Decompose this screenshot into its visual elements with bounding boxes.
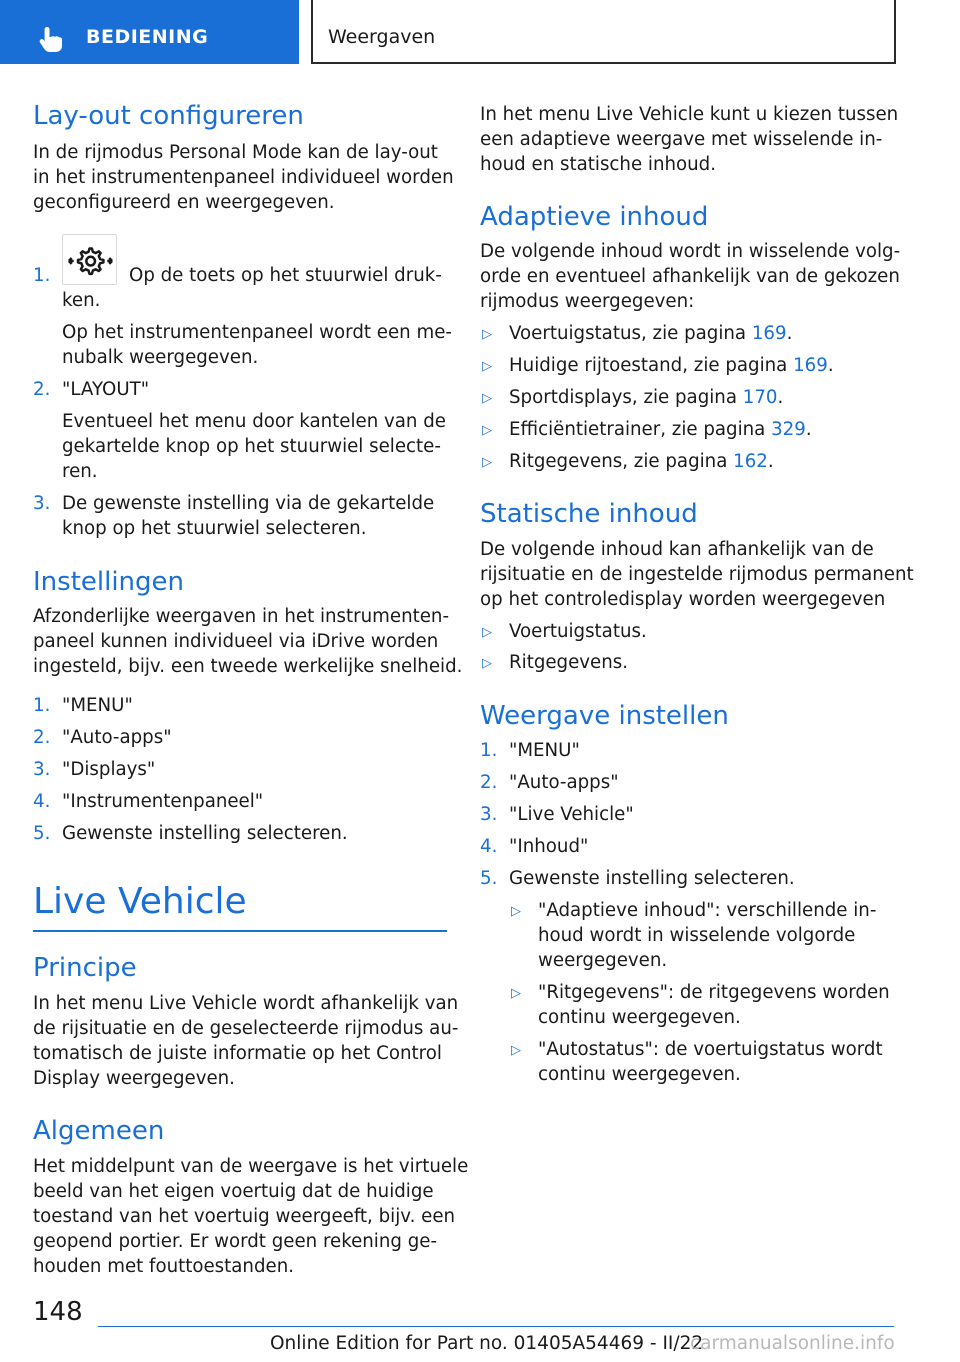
triangle-bullet-icon: ▷	[511, 986, 521, 1001]
display-step: Gewenste instelling selecteren.	[509, 868, 795, 889]
intro-text-2: een adaptieve weergave met wisselende in-	[480, 129, 883, 150]
sub-item-text: "Ritgegevens": de ritgegevens worden	[538, 982, 890, 1003]
intro-text-3: houd en statische inhoud.	[480, 154, 717, 175]
section-tab	[0, 0, 299, 64]
triangle-bullet-icon: ▷	[511, 904, 521, 919]
step-1-result: Op het instrumentenpaneel wordt een me-	[62, 322, 452, 343]
step-number: 5.	[33, 823, 51, 844]
triangle-bullet-icon: ▷	[482, 625, 492, 640]
hand-pointer-icon	[36, 24, 66, 54]
principe-text-3: tomatisch de juiste informatie op het Control	[33, 1043, 442, 1064]
step-number: 2.	[480, 772, 498, 793]
list-item: Voertuigstatus.	[509, 621, 647, 642]
section-name: BEDIENING	[86, 26, 209, 48]
step-number: 3.	[33, 493, 51, 514]
step-1-text: ken.	[62, 290, 101, 311]
step-3-text: knop op het stuurwiel selecteren.	[62, 518, 367, 539]
list-item: Voertuigstatus, zie pagina 169.	[509, 323, 793, 344]
layout-text-3: geconfigureerd en weergegeven.	[33, 192, 335, 213]
page-link[interactable]: 169	[751, 323, 787, 344]
settings-text-1: Afzonderlijke weergaven in het instrumenten-	[33, 606, 450, 627]
heading-layout: Lay-out configureren	[33, 101, 304, 131]
triangle-bullet-icon: ▷	[482, 327, 492, 342]
settings-step: "Instrumentenpaneel"	[62, 791, 264, 812]
settings-text-2: paneel kunnen individueel via iDrive worden	[33, 631, 439, 652]
intro-text-1: In het menu Live Vehicle kunt u kiezen tussen	[480, 104, 899, 125]
step-number: 3.	[480, 804, 498, 825]
adaptive-text-3: rijmodus weergegeven:	[480, 291, 695, 312]
algemeen-text-1: Het middelpunt van de weergave is het virtuele	[33, 1156, 469, 1177]
adaptive-text-1: De volgende inhoud wordt in wisselende volg-	[480, 241, 901, 262]
principe-text-1: In het menu Live Vehicle wordt afhankelijk van	[33, 993, 459, 1014]
step-1-text: Op de toets op het stuurwiel druk-	[129, 265, 442, 286]
footer-divider	[98, 1326, 894, 1327]
heading-principe: Principe	[33, 953, 137, 983]
list-item: Ritgegevens.	[509, 652, 629, 673]
list-item: Huidige rijtoestand, zie pagina 169.	[509, 355, 834, 376]
settings-button-image	[62, 234, 117, 285]
algemeen-text-2: beeld van het eigen voertuig dat de huidige	[33, 1181, 434, 1202]
layout-text-2: in het instrumentenpaneel individueel worden	[33, 167, 454, 188]
sub-item-text: weergegeven.	[538, 950, 668, 971]
heading-adaptive: Adaptieve inhoud	[480, 202, 709, 232]
sub-item-text: continu weergegeven.	[538, 1064, 741, 1085]
step-number: 3.	[33, 759, 51, 780]
step-number: 2.	[33, 379, 51, 400]
step-number: 2.	[33, 727, 51, 748]
triangle-bullet-icon: ▷	[482, 391, 492, 406]
step-number: 5.	[480, 868, 498, 889]
settings-step: "Auto-apps"	[62, 727, 172, 748]
step-2-text: Eventueel het menu door kantelen van de	[62, 411, 446, 432]
principe-text-2: de rijsituatie en de geselecteerde rijmodus au-	[33, 1018, 459, 1039]
triangle-bullet-icon: ▷	[482, 656, 492, 671]
sub-item-text: continu weergegeven.	[538, 1007, 741, 1028]
page-link[interactable]: 170	[742, 387, 778, 408]
display-step: "Inhoud"	[509, 836, 589, 857]
sub-item-text: "Adaptieve inhoud": verschillende in-	[538, 900, 877, 921]
static-text-1: De volgende inhoud kan afhankelijk van de	[480, 539, 874, 560]
list-item: Ritgegevens, zie pagina 162.	[509, 451, 774, 472]
step-number: 1.	[33, 695, 51, 716]
step-1-result: nubalk weergegeven.	[62, 347, 259, 368]
heading-display-settings: Weergave instellen	[480, 701, 729, 731]
layout-text-1: In de rijmodus Personal Mode kan de lay-out	[33, 142, 438, 163]
section-divider	[33, 930, 447, 932]
step-number: 1.	[480, 740, 498, 761]
settings-step: "Displays"	[62, 759, 156, 780]
static-text-3: op het controledisplay worden weergegeven	[480, 589, 886, 610]
step-2-text: ren.	[62, 461, 98, 482]
chapter-header	[311, 0, 896, 64]
watermark-text: carmanualsonline.info	[690, 1333, 895, 1354]
step-number: 1.	[33, 265, 51, 286]
algemeen-text-5: houden met fouttoestanden.	[33, 1256, 295, 1277]
settings-step: "MENU"	[62, 695, 133, 716]
heading-settings: Instellingen	[33, 567, 185, 597]
algemeen-text-3: toestand van het voertuig weergeeft, bijv. een	[33, 1206, 456, 1227]
step-number: 4.	[33, 791, 51, 812]
list-item: Sportdisplays, zie pagina 170.	[509, 387, 784, 408]
display-step: "Live Vehicle"	[509, 804, 634, 825]
list-item: Efficiëntietrainer, zie pagina 329.	[509, 419, 812, 440]
page-number: 148	[33, 1297, 83, 1327]
step-2-text: gekartelde knop op het stuurwiel selecte-	[62, 436, 441, 457]
step-2-text: "LAYOUT"	[62, 379, 150, 400]
static-text-2: rijsituatie en de ingestelde rijmodus permanent	[480, 564, 914, 585]
edition-text: Online Edition for Part no. 01405A54469 - II/22	[270, 1333, 704, 1354]
algemeen-text-4: geopend portier. Er wordt geen rekening ge-	[33, 1231, 438, 1252]
principe-text-4: Display weergegeven.	[33, 1068, 235, 1089]
page-link[interactable]: 162	[733, 451, 768, 472]
page-link[interactable]: 169	[793, 355, 828, 376]
heading-algemeen: Algemeen	[33, 1116, 165, 1146]
settings-step: Gewenste instelling selecteren.	[62, 823, 348, 844]
heading-live-vehicle: Live Vehicle	[33, 881, 247, 922]
triangle-bullet-icon: ▷	[482, 423, 492, 438]
adaptive-text-2: orde en eventueel afhankelijk van de gekozen	[480, 266, 900, 287]
settings-text-3: ingesteld, bijv. een tweede werkelijke snelheid.	[33, 656, 463, 677]
sub-item-text: houd wordt in wisselende volgorde	[538, 925, 856, 946]
chapter-title: Weergaven	[328, 26, 436, 48]
triangle-bullet-icon: ▷	[482, 455, 492, 470]
display-step: "MENU"	[509, 740, 580, 761]
triangle-bullet-icon: ▷	[482, 359, 492, 374]
triangle-bullet-icon: ▷	[511, 1043, 521, 1058]
step-3-text: De gewenste instelling via de gekartelde	[62, 493, 435, 514]
step-number: 4.	[480, 836, 498, 857]
sub-item-text: "Autostatus": de voertuigstatus wordt	[538, 1039, 883, 1060]
page-link[interactable]: 329	[771, 419, 806, 440]
display-step: "Auto-apps"	[509, 772, 619, 793]
heading-static: Statische inhoud	[480, 499, 698, 529]
gear-icon	[63, 235, 116, 284]
